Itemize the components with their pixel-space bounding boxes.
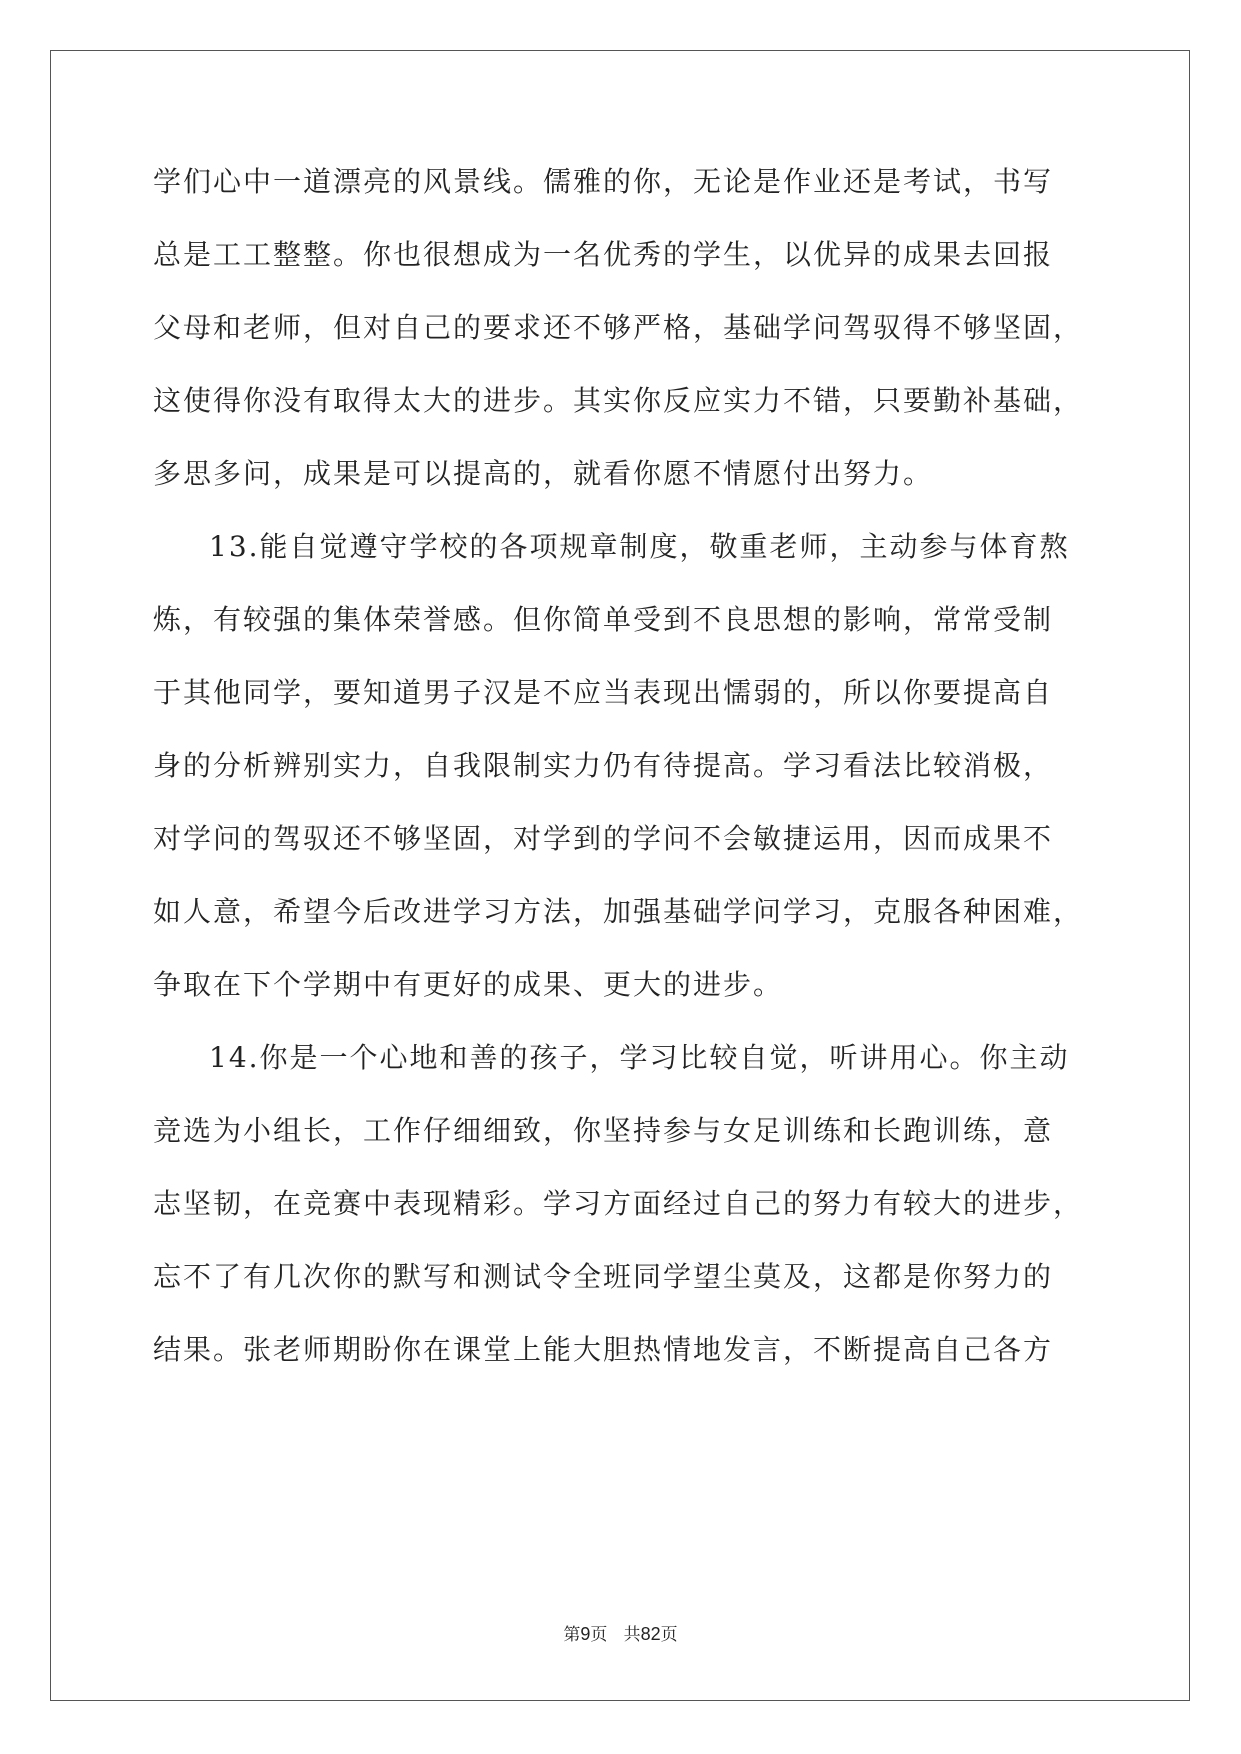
- page-prefix: 第: [563, 1625, 581, 1645]
- text-line: 竞选为小组长，工作仔细细致，你坚持参与女足训练和长跑训练，意: [153, 1114, 1054, 1147]
- text-line: 对学问的驾驭还不够坚固，对学到的学问不会敏捷运用，因而成果不: [153, 822, 1054, 855]
- text-line: 多思多问，成果是可以提高的，就看你愿不情愿付出努力。: [153, 457, 934, 490]
- page-footer: [0, 1622, 1241, 1647]
- text-line: 身的分析辨别实力，自我限制实力仍有待提高。学习看法比较消极，: [153, 749, 1054, 782]
- text-line: 忘不了有几次你的默写和测试令全班同学望尘莫及，这都是你努力的: [153, 1260, 1054, 1293]
- page-suffix: 页: [590, 1625, 608, 1645]
- text-line: 如人意，希望今后改进学习方法，加强基础学问学习，克服各种困难，: [153, 895, 1084, 928]
- paragraph-start-line: 13.能自觉遵守学校的各项规章制度，敬重老师，主动参与体育熬: [209, 530, 1070, 563]
- page-frame: [50, 50, 1190, 1701]
- text-line: 于其他同学，要知道男子汉是不应当表现出懦弱的，所以你要提高自: [153, 676, 1054, 709]
- total-suffix: 页: [660, 1625, 678, 1645]
- text-line: 结果。张老师期盼你在课堂上能大胆热情地发言，不断提高自己各方: [153, 1333, 1054, 1366]
- total-prefix: 共: [623, 1625, 641, 1645]
- text-line: 父母和老师，但对自己的要求还不够严格，基础学问驾驭得不够坚固，: [153, 311, 1084, 344]
- text-line: 总是工工整整。你也很想成为一名优秀的学生，以优异的成果去回报: [153, 238, 1054, 271]
- total-pages: 82: [640, 1624, 661, 1644]
- paragraph-start-line: 14.你是一个心地和善的孩子，学习比较自觉，听讲用心。你主动: [209, 1041, 1070, 1074]
- page-number: 9: [580, 1624, 591, 1644]
- text-line: 学们心中一道漂亮的风景线。儒雅的你，无论是作业还是考试，书写: [153, 165, 1054, 198]
- text-line: 炼，有较强的集体荣誉感。但你简单受到不良思想的影响，常常受制: [153, 603, 1054, 636]
- text-line: 这使得你没有取得太大的进步。其实你反应实力不错，只要勤补基础，: [153, 384, 1084, 417]
- text-line: 争取在下个学期中有更好的成果、更大的进步。: [153, 968, 784, 1001]
- text-line: 志坚韧，在竞赛中表现精彩。学习方面经过自己的努力有较大的进步，: [153, 1187, 1084, 1220]
